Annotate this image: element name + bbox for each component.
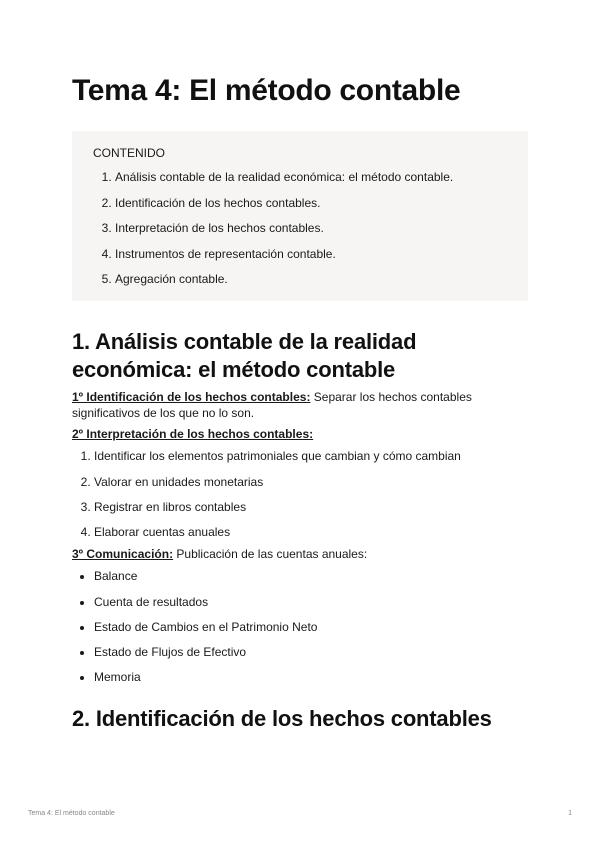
step-3-paragraph: [72, 546, 528, 562]
list-item: 2. Valorar en unidades monetarias: [94, 474, 528, 490]
table-of-contents: [72, 131, 528, 301]
step-2-label: 2º Interpretación de los hechos contables:: [72, 427, 314, 442]
list-item: 1. Identificar los elementos patrimoniales que cambian y cómo cambian: [94, 448, 528, 464]
toc-item: 3. Interpretación de los hechos contables.: [115, 220, 508, 236]
section-1-heading-line1: 1. Análisis contable de la realidad: [72, 329, 417, 355]
toc-item: 4. Instrumentos de representación contable.: [115, 246, 508, 262]
list-item: • Balance: [94, 568, 528, 584]
step-1-label: 1º Identificación de los hechos contables:: [72, 390, 311, 405]
step-1-text: Separar los hechos contables significativos de los que no lo son.: [72, 390, 472, 421]
step-3-list: [72, 568, 528, 685]
section-2-heading: 2. Identificación de los hechos contables: [72, 706, 492, 732]
section-1-heading-line2: económica: el método contable: [72, 357, 396, 383]
section-1-heading: [72, 328, 528, 384]
toc-heading: CONTENIDO: [93, 146, 165, 160]
step-3-text: Publicación de las cuentas anuales:: [173, 547, 368, 562]
list-item: • Cuenta de resultados: [94, 594, 528, 610]
page-number: 1: [568, 810, 572, 817]
list-item: • Memoria: [94, 669, 528, 685]
toc-item: 1. Análisis contable de la realidad económica: el método contable.: [115, 169, 508, 185]
list-item: 3. Registrar en libros contables: [94, 499, 528, 515]
list-item: • Estado de Flujos de Efectivo: [94, 644, 528, 660]
toc-item: 2. Identificación de los hechos contables.: [115, 195, 508, 211]
step-2-paragraph: [72, 426, 528, 442]
step-1-paragraph: [72, 389, 528, 421]
page-title: Tema 4: El método contable: [72, 74, 461, 107]
step-3-label: 3º Comunicación:: [72, 547, 174, 562]
toc-item: 5. Agregación contable.: [115, 271, 508, 287]
step-2-list: [72, 448, 528, 540]
list-item: 4. Elaborar cuentas anuales: [94, 524, 528, 540]
document-page: [72, 72, 528, 733]
toc-list: [93, 169, 508, 287]
list-item: • Estado de Cambios en el Patrimonio Neto: [94, 619, 528, 635]
footer-title: Tema 4: El método contable: [28, 810, 115, 817]
